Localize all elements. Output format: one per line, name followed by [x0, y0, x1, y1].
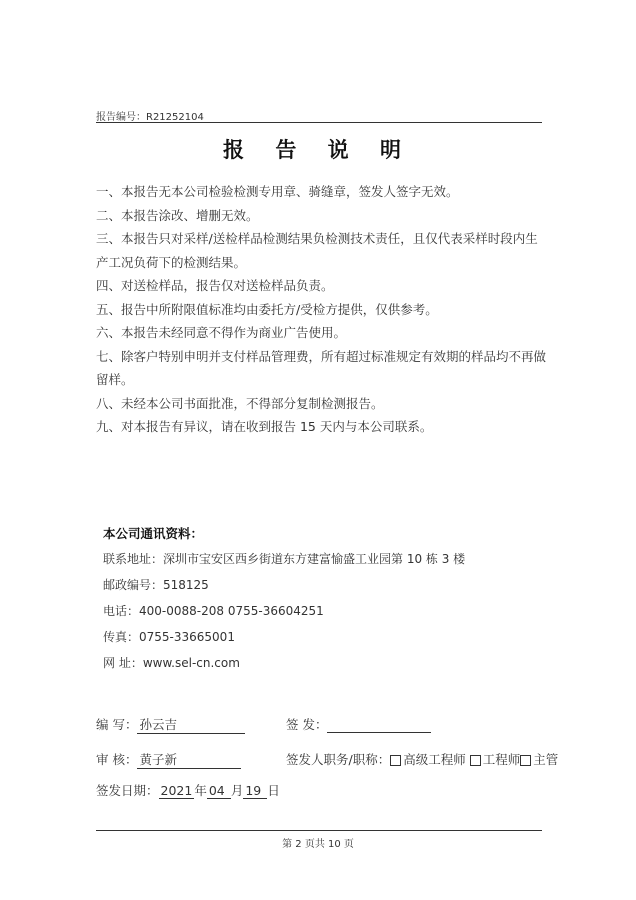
contact-phone: 电话：400-0088-208 0755-36604251	[103, 604, 324, 618]
issue-date-label: 签发日期：	[96, 783, 159, 798]
reviewer-name: 黄子新	[137, 750, 241, 769]
compiler-name: 孙云吉	[137, 715, 245, 734]
senior-engineer-checkbox	[390, 755, 401, 766]
supervisor-checkbox	[520, 755, 531, 766]
engineer-checkbox	[470, 755, 481, 766]
issue-date-year: 2021	[160, 783, 193, 798]
senior-engineer-option: 高级工程师	[403, 752, 466, 767]
signer-title-row	[286, 750, 558, 768]
issue-row	[286, 715, 431, 733]
supervisor-option: 主管	[533, 752, 559, 767]
issue-signature	[327, 717, 431, 733]
compiler-row	[96, 715, 245, 734]
page-number: 第 2 页共 10 页	[282, 839, 354, 850]
issue-date-year-unit: 年	[194, 783, 207, 798]
contact-info	[103, 546, 465, 676]
contact-fax: 传真：0755-33665001	[103, 630, 235, 644]
clause-8: 八、未经本公司书面批准，不得部分复制检测报告。	[96, 395, 384, 411]
clause-2: 二、本报告涂改、增删无效。	[96, 207, 259, 223]
issue-date-day-unit: 日	[267, 783, 280, 798]
issue-label: 签 发：	[286, 717, 328, 732]
clause-7: 七、除客户特别申明并支付样品管理费，所有超过标准规定有效期的样品均不再做留样。	[96, 348, 547, 387]
contact-postcode: 邮政编号：518125	[103, 578, 209, 592]
clause-3: 三、本报告只对采样/送检样品检测结果负检测技术责任，且仅代表采样时段内生产工况负荷下的检测结果。	[96, 231, 538, 270]
signer-title-label: 签发人职务/职称：	[286, 752, 391, 767]
clause-1: 一、本报告无本公司检验检测专用章、骑缝章，签发人签字无效。	[96, 184, 459, 199]
reviewer-row	[96, 750, 241, 769]
compiler-label: 编 写：	[96, 717, 138, 732]
contact-address: 联系地址：深圳市宝安区西乡街道东方建富愉盛工业园第 10 栋 3 楼	[103, 552, 466, 566]
page-title: 报 告 说 明	[223, 138, 413, 162]
clause-5: 五、报告中所附限值标准均由委托方/受检方提供，仅供参考。	[96, 301, 438, 317]
engineer-option: 工程师	[482, 752, 521, 767]
clause-4: 四、对送检样品，报告仅对送检样品负责。	[96, 278, 334, 293]
reviewer-label: 审 核：	[96, 752, 138, 767]
issue-date-month-unit: 月	[230, 783, 244, 798]
report-clauses	[96, 180, 548, 439]
clause-9: 九、对本报告有异议，请在收到报告 15 天内与本公司联系。	[96, 419, 433, 434]
footer-divider	[96, 830, 542, 831]
header-divider	[96, 122, 542, 123]
issue-date-month: 04	[207, 783, 231, 799]
report-number: 报告编号：R21252104	[96, 112, 204, 123]
issue-date-day: 19	[243, 783, 267, 799]
clause-6: 六、本报告未经同意不得作为商业广告使用。	[96, 325, 347, 340]
contact-heading: 本公司通讯资料：	[103, 526, 204, 541]
contact-website: 网 址：www.sel-cn.com	[103, 656, 240, 670]
issue-date-row	[96, 781, 280, 799]
